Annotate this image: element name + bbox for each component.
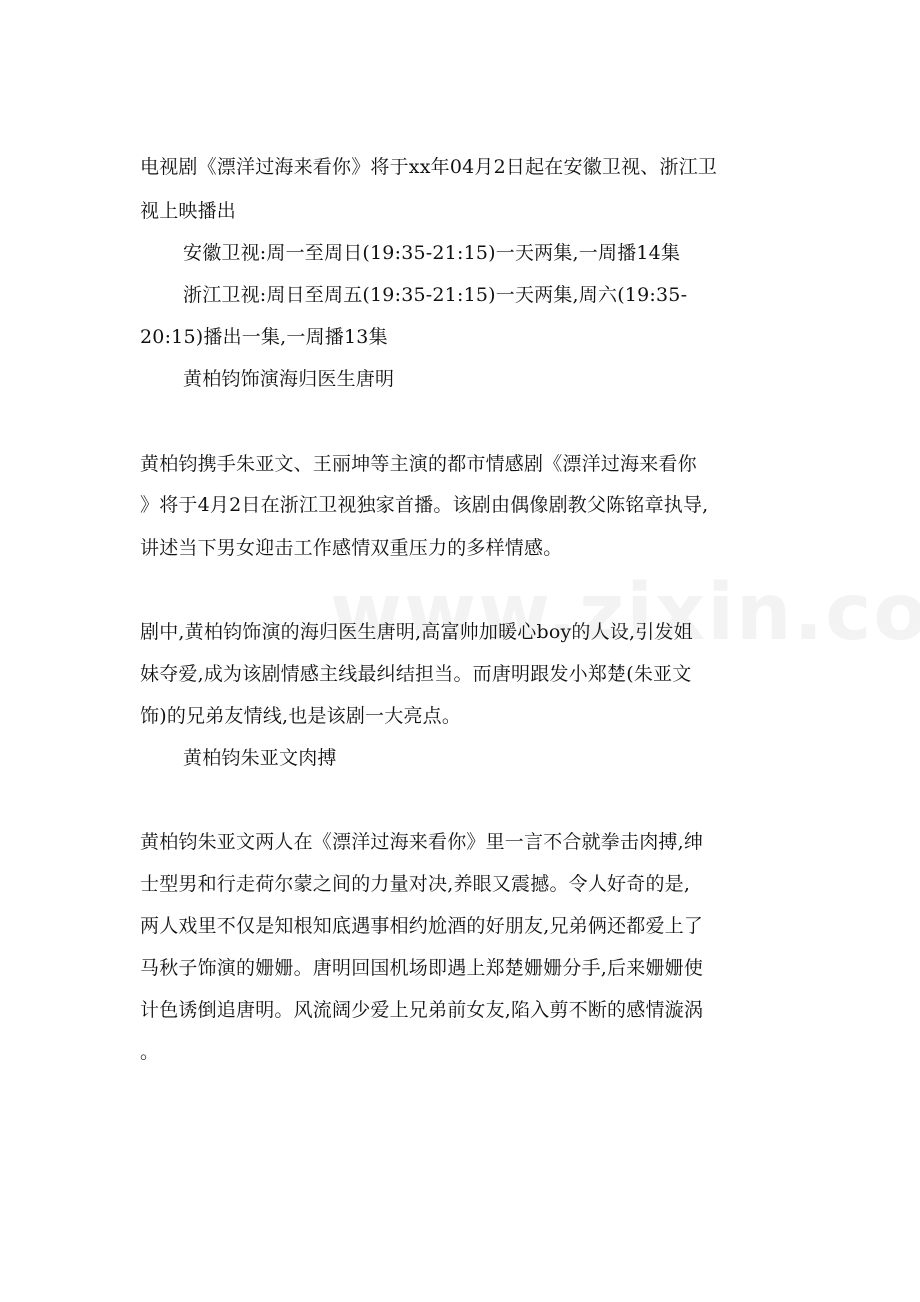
text-line: 视上映播出: [140, 200, 237, 222]
text-line: 马秋子饰演的姗姗。唐明回国机场即遇上郑楚姗姗分手,后来姗姗使: [140, 957, 704, 979]
text-line: 讲述当下男女迎击工作感情双重压力的多样情感。: [140, 537, 563, 559]
text-line: 安徽卫视:周一至周日(19:35-21:15)一天两集,一周播14集: [183, 242, 681, 264]
text-line: 黄柏钧朱亚文两人在《漂洋过海来看你》里一言不合就拳击肉搏,绅: [140, 831, 704, 853]
watermark: [330, 568, 920, 658]
section-heading: 黄柏钧饰演海归医生唐明: [183, 368, 395, 390]
text-line: 士型男和行走荷尔蒙之间的力量对决,养眼又震撼。令人好奇的是,: [140, 873, 691, 895]
text-line: 黄柏钧携手朱亚文、王丽坤等主演的都市情感剧《漂洋过海来看你: [140, 453, 697, 475]
text-line: 妹夺爱,成为该剧情感主线最纠结担当。而唐明跟发小郑楚(朱亚文: [140, 663, 692, 685]
text-line: 饰)的兄弟友情线,也是该剧一大亮点。: [140, 705, 462, 727]
section-heading: 黄柏钧朱亚文肉搏: [183, 747, 337, 769]
text-line: 浙江卫视:周日至周五(19:35-21:15)一天两集,周六(19:35-: [183, 284, 688, 306]
text-line: 。: [140, 1041, 160, 1063]
text-line: 两人戏里不仅是知根知底遇事相约尬酒的好朋友,兄弟俩还都爱上了: [140, 915, 704, 937]
text-line: 计色诱倒追唐明。风流阔少爱上兄弟前女友,陷入剪不断的感情漩涡: [140, 999, 704, 1021]
text-line: 剧中,黄柏钧饰演的海归医生唐明,高富帅加暖心boy的人设,引发姐: [140, 621, 693, 643]
text-line: 电视剧《漂洋过海来看你》将于xx年04月2日起在安徽卫视、浙江卫: [140, 156, 718, 178]
text-line: 20:15)播出一集,一周播13集: [140, 326, 388, 348]
text-line: 》将于4月2日在浙江卫视独家首播。该剧由偶像剧教父陈铭章执导,: [140, 494, 709, 516]
